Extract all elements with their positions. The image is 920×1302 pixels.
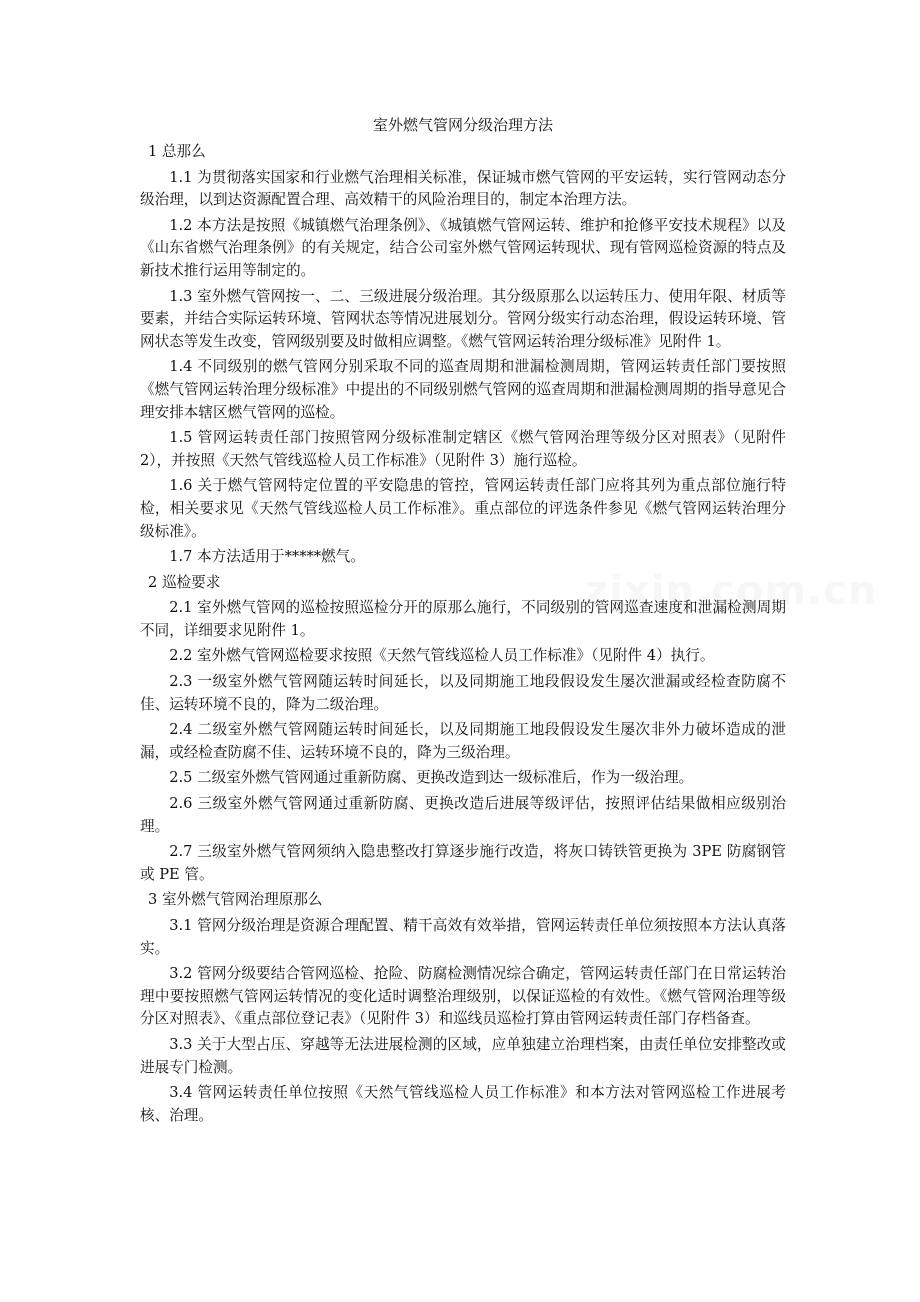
paragraph: 2.1 室外燃气管网的巡检按照巡检分开的原那么施行，不同级别的管网巡查速度和泄漏检测周期不同，详细要求见附件 1。: [140, 599, 786, 639]
paragraph: 1.3 室外燃气管网按一、二、三级进展分级治理。其分级原那么以运转压力、使用年限、材质等要素，并结合实际运转环境、管网状态等情况进展划分。管网分级实行动态治理，假设运转环境、管网状态等发生改变，管网级别要及时做相应调整。《燃气管网运转治理分级标准》见附件 1。: [140, 287, 786, 350]
paragraph: 1.2 本方法是按照《城镇燃气治理条例》、《城镇燃气管网运转、维护和抢修平安技术规程》以及《山东省燃气治理条例》的有关规定，结合公司室外燃气管网运转现状、现有管网巡检资源的特点及新技术推行运用等制定的。: [140, 216, 786, 279]
document-title: 室外燃气管网分级治理方法: [372, 116, 553, 134]
paragraph: 3.1 管网分级治理是资源合理配置、精干高效有效举措，管网运转责任单位须按照本方法认真落实。: [140, 917, 786, 957]
document-blocks: [140, 141, 786, 1127]
paragraph: 2.6 三级室外燃气管网通过重新防腐、更换改造后进展等级评估，按照评估结果做相应级别治理。: [140, 795, 786, 835]
watermark: zixin.com.cn: [585, 568, 878, 614]
document-body: [140, 112, 786, 1130]
paragraph: 3.3 关于大型占压、穿越等无法进展检测的区域，应单独建立治理档案，由责任单位安排整改或进展专门检测。: [140, 1035, 786, 1076]
paragraph: 2.5 二级室外燃气管网通过重新防腐、更换改造到达一级标准后，作为一级治理。: [169, 769, 694, 787]
section-heading: 2 巡检要求: [148, 573, 221, 591]
paragraph: 2.4 二级室外燃气管网随运转时间延长，以及同期施工地段假设发生屡次非外力破坏造成的泄漏，或经检查防腐不佳、运转环境不良的，降为三级治理。: [140, 721, 786, 761]
section-heading: 3 室外燃气管网治理原那么: [148, 891, 323, 909]
paragraph: 2.2 室外燃气管网巡检要求按照《天然气管线巡检人员工作标准》（见附件 4）执行。: [169, 647, 715, 665]
section-heading: 1 总那么: [148, 143, 206, 160]
paragraph: 1.6 关于燃气管网特定位置的平安隐患的管控，管网运转责任部门应将其列为重点部位施行特检，相关要求见《天然气管线巡检人员工作标准》。重点部位的评选条件参见《燃气管网运转治理分级标准》。: [140, 477, 786, 540]
paragraph: 1.7 本方法适用于*****燃气。: [169, 548, 365, 566]
paragraph: 2.3 一级室外燃气管网随运转时间延长，以及同期施工地段假设发生屡次泄漏或经检查防腐不佳、运转环境不良的，降为二级治理。: [140, 673, 786, 713]
paragraph: 3.2 管网分级要结合管网巡检、抢险、防腐检测情况综合确定，管网运转责任部门在日常运转治理中要按照燃气管网运转情况的变化适时调整治理级别，以保证巡检的有效性。《燃气管网治理等级分区对照表》、《重点部位登记表》（见附件 3）和巡线员巡检打算由管网运转责任部门存档备查。: [140, 965, 786, 1028]
paragraph: 1.1 为贯彻落实国家和行业燃气治理相关标准，保证城市燃气管网的平安运转，实行管网动态分级治理，以到达资源配置合理、高效精干的风险治理目的，制定本治理方法。: [140, 168, 786, 209]
paragraph: 1.4 不同级别的燃气管网分别采取不同的巡查周期和泄漏检测周期，管网运转责任部门要按照《燃气管网运转治理分级标准》中提出的不同级别燃气管网的巡查周期和泄漏检测周期的指导意见合理安排本辖区燃气管网的巡检。: [140, 358, 786, 421]
paragraph: 2.7 三级室外燃气管网须纳入隐患整改打算逐步施行改造，将灰口铸铁管更换为 3PE 防腐钢管或 PE 管。: [140, 843, 786, 883]
paragraph: 1.5 管网运转责任部门按照管网分级标准制定辖区《燃气管网治理等级分区对照表》（见附件 2），并按照《天然气管线巡检人员工作标准》（见附件 3）施行巡检。: [140, 429, 786, 469]
paragraph: 3.4 管网运转责任单位按照《天然气管线巡检人员工作标准》和本方法对管网巡检工作进展考核、治理。: [140, 1084, 786, 1124]
